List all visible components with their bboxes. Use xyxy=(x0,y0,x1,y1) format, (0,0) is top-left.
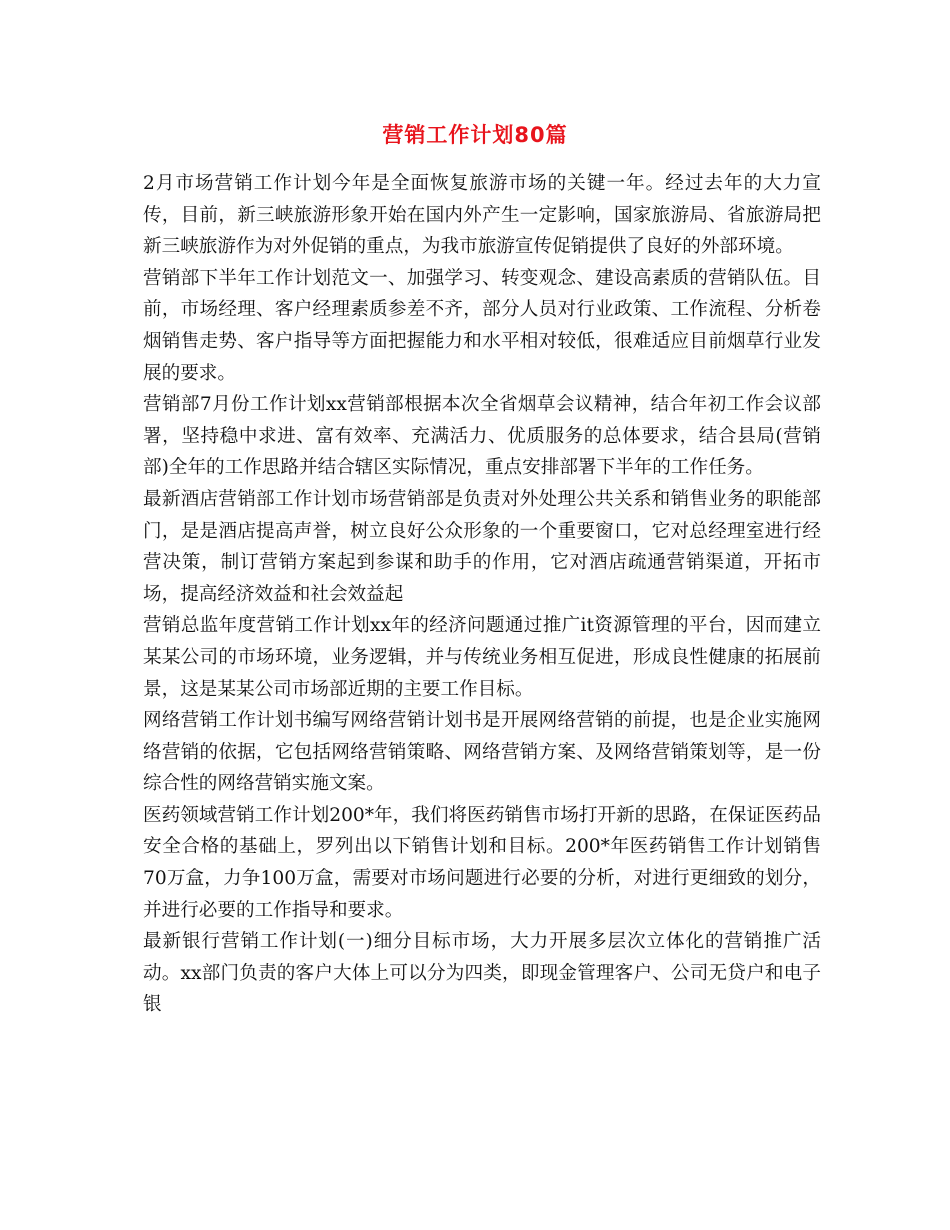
paragraph: 营销部下半年工作计划范文一、加强学习、转变观念、建设高素质的营销队伍。目前，市场经理、客户经理素质参差不齐，部分人员对行业政策、工作流程、分析卷烟销售走势、客户指导等方面把握能力和水平相对较低，很难适应目前烟草行业发展的要求。 xyxy=(143,267,821,384)
paragraph: 营销总监年度营销工作计划xx年的经济问题通过推广it资源管理的平台，因而建立某某公司的市场环境，业务逻辑，并与传统业务相互促进，形成良性健康的拓展前景，这是某某公司市场部近期的主要工作目标。 xyxy=(143,615,821,700)
document-title: 营销工作计划80篇 xyxy=(382,123,568,147)
paragraph: 2月市场营销工作计划今年是全面恢复旅游市场的关键一年。经过去年的大力宣传，目前，新三峡旅游形象开始在国内外产生一定影响，国家旅游局、省旅游局把新三峡旅游作为对外促销的重点，为我市旅游宣传促销提供了良好的外部环境。 xyxy=(143,173,821,258)
paragraph: 最新酒店营销部工作计划市场营销部是负责对外处理公共关系和销售业务的职能部门，是是酒店提高声誉，树立良好公众形象的一个重要窗口，它对总经理室进行经营决策，制订营销方案起到参谋和助手的作用，它对酒店疏通营销渠道，开拓市场，提高经济效益和社会效益起 xyxy=(143,488,821,605)
paragraph: 最新银行营销工作计划(一)细分目标市场，大力开展多层次立体化的营销推广活动。xx部门负责的客户大体上可以分为四类，即现金管理客户、公司无贷户和电子银 xyxy=(143,931,821,1016)
document-body xyxy=(143,168,821,1021)
paragraph: 营销部7月份工作计划xx营销部根据本次全省烟草会议精神，结合年初工作会议部署，坚持稳中求进、富有效率、充满活力、优质服务的总体要求，结合县局(营销部)全年的工作思路并结合辖区实际情况，重点安排部署下半年的工作任务。 xyxy=(143,394,821,479)
paragraph: 网络营销工作计划书编写网络营销计划书是开展网络营销的前提，也是企业实施网络营销的依据，它包括网络营销策略、网络营销方案、及网络营销策划等，是一份综合性的网络营销实施文案。 xyxy=(143,710,821,795)
paragraph: 医药领域营销工作计划200*年，我们将医药销售市场打开新的思路，在保证医药品安全合格的基础上，罗列出以下销售计划和目标。200*年医药销售工作计划销售70万盒，力争100万盒，需要对市场问题进行必要的分析，对进行更细致的划分，并进行必要的工作指导和要求。 xyxy=(143,804,821,921)
